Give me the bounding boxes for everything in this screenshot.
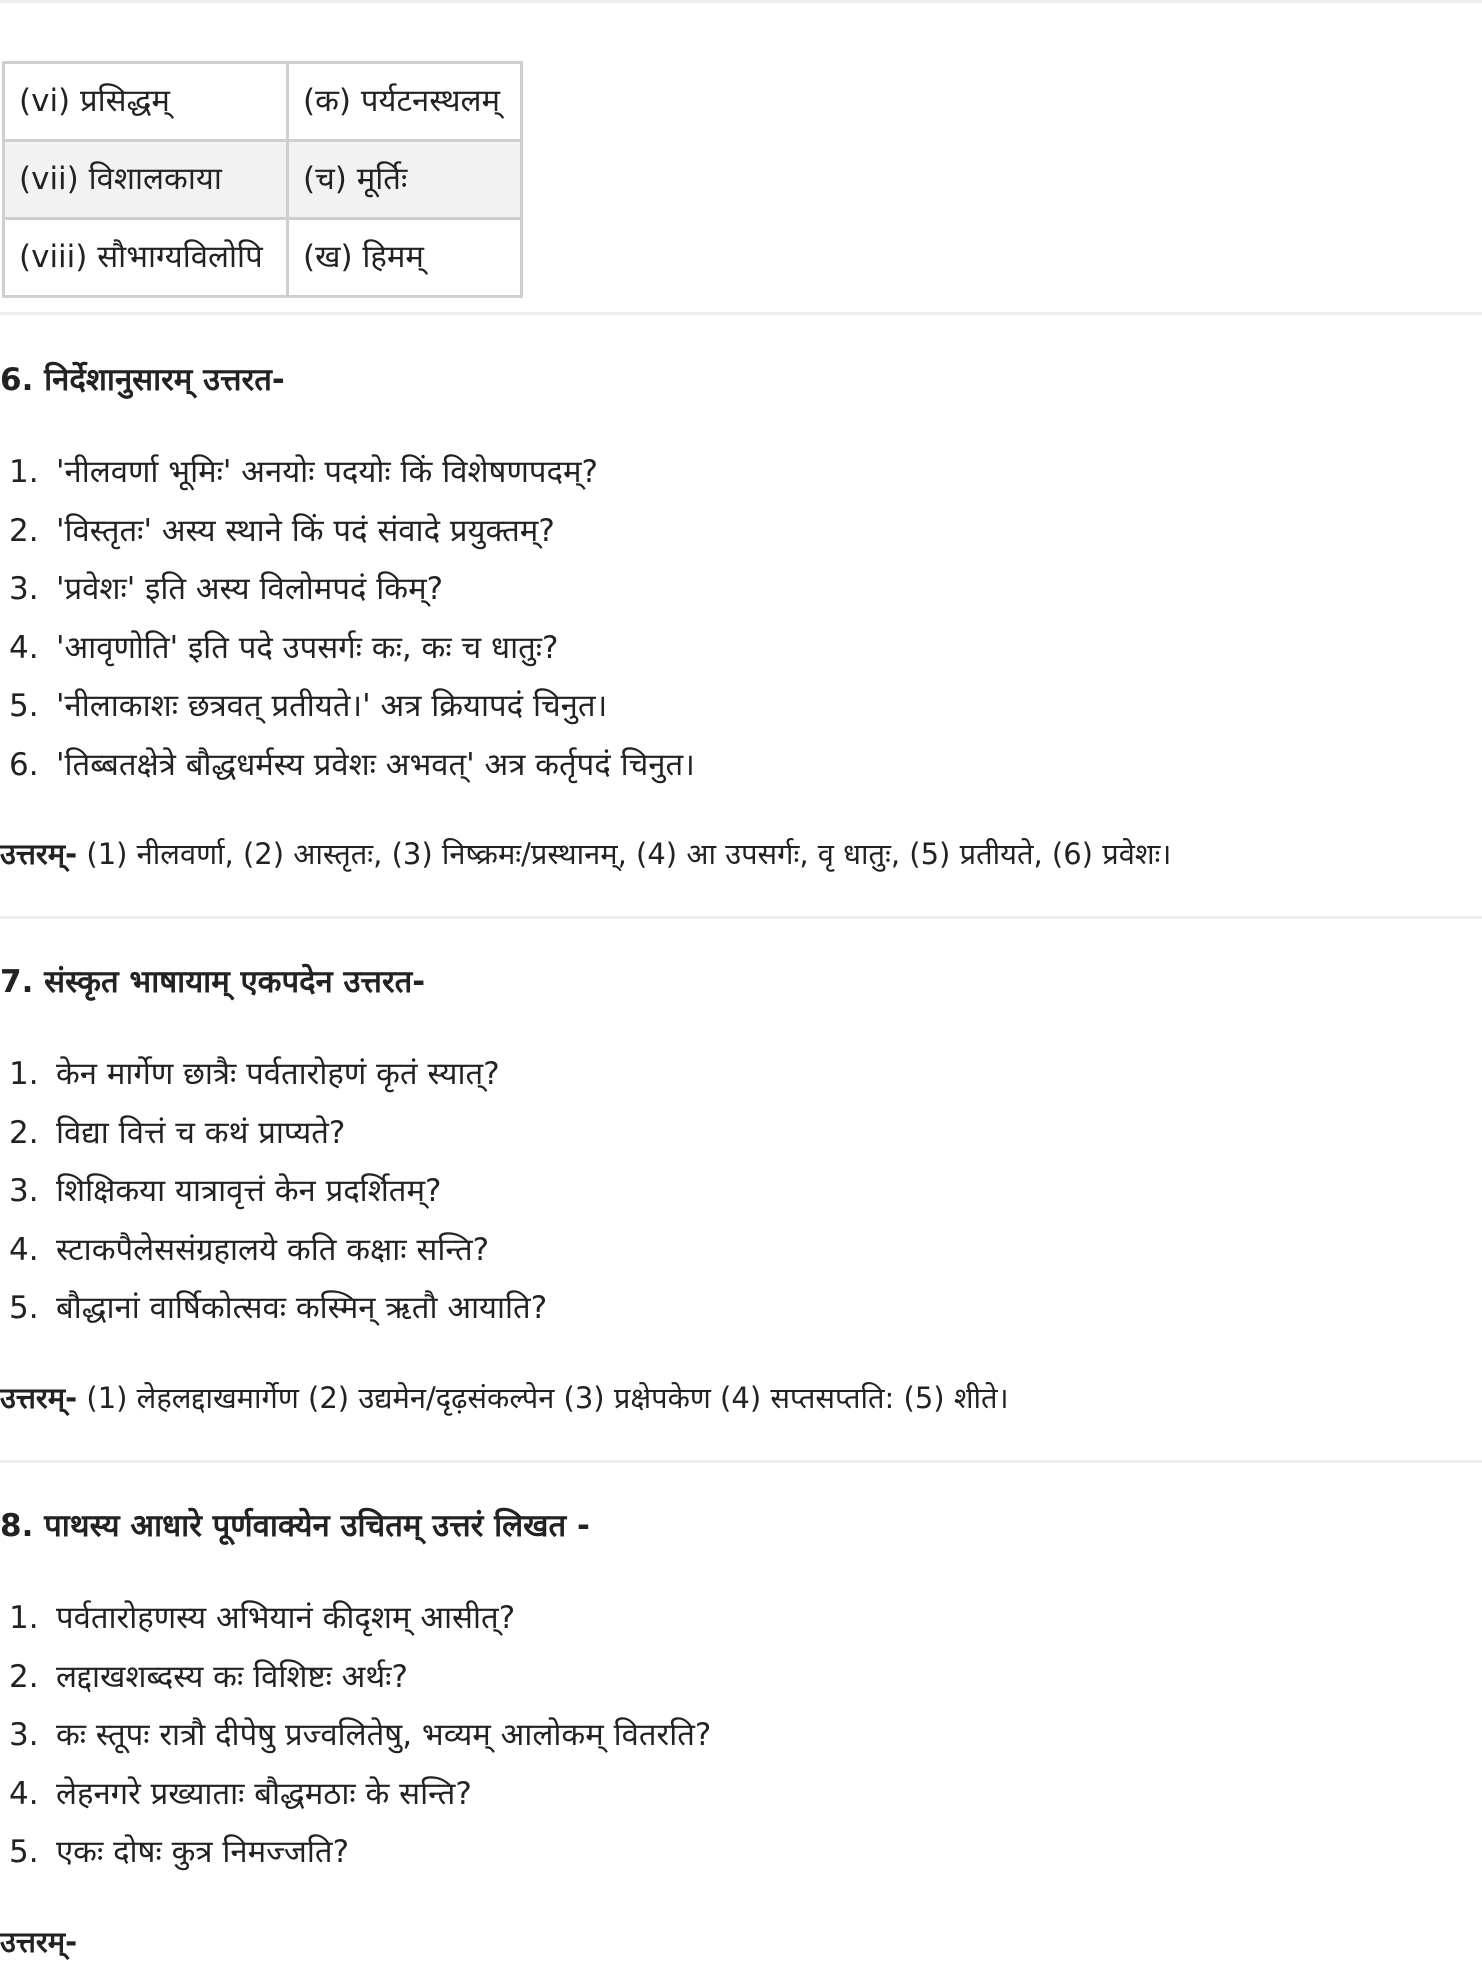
match-table bbox=[2, 61, 523, 298]
item-text: पर्वतारोहणस्य अभियानं कीदृशम् आसीत्? bbox=[56, 1600, 516, 1636]
item-number: 5. bbox=[9, 688, 39, 724]
answer-label: उत्तरम्- bbox=[0, 1925, 78, 1959]
item-text: शिक्षिकया यात्रावृत्तं केन प्रदर्शितम्? bbox=[56, 1173, 442, 1209]
item-text: लेहनगरे प्रख्याताः बौद्धमठाः के सन्ति? bbox=[56, 1775, 472, 1812]
match-right-cell: (ख) हिमम् bbox=[288, 219, 522, 297]
match-right-cell: (क) पर्यटनस्थलम् bbox=[288, 63, 522, 141]
section-divider bbox=[0, 1460, 1482, 1463]
item-text: 'नीलाकाशः छत्रवत् प्रतीयते।' अत्र क्रियापदं चिनुत। bbox=[56, 688, 608, 724]
item-number: 3. bbox=[9, 1173, 39, 1209]
item-number: 5. bbox=[9, 1290, 39, 1326]
item-text: केन मार्गेण छात्रैः पर्वतारोहणं कृतं स्यात्? bbox=[56, 1056, 500, 1092]
match-left-cell: (vi) प्रसिद्धम् bbox=[4, 63, 288, 141]
item-number: 2. bbox=[9, 1114, 39, 1151]
item-text: एकः दोषः कुत्र निमज्जति? bbox=[56, 1834, 350, 1870]
answer-text: (1) लेहलद्दाखमार्गेण (2) उद्यमेन/दृढ़संकल्पेन (3) प्रक्षेपकेण (4) सप्तसप्तति: (5) शीते। bbox=[77, 1381, 1009, 1415]
item-text: 'तिब्बतक्षेत्रे बौद्धधर्मस्य प्रवेशः अभवत्' अत्र कर्तृपदं चिनुत। bbox=[56, 746, 695, 783]
q6-answer bbox=[0, 834, 1171, 874]
item-number: 3. bbox=[9, 571, 39, 607]
item-number: 1. bbox=[9, 1056, 39, 1092]
q7-answer bbox=[0, 1378, 1009, 1418]
item-text: विद्या वित्तं च कथं प्राप्यते? bbox=[56, 1114, 346, 1151]
item-text: स्टाकपैलेससंग्रहालये कति कक्षाः सन्ति? bbox=[56, 1231, 490, 1268]
item-number: 2. bbox=[9, 1658, 39, 1695]
match-left-cell: (vii) विशालकाया bbox=[4, 141, 288, 219]
item-number: 5. bbox=[9, 1834, 39, 1870]
q8-answer bbox=[0, 1922, 77, 1962]
item-text: बौद्धानां वार्षिकोत्सवः कस्मिन् ऋतौ आयाति? bbox=[56, 1290, 548, 1326]
q8-heading: 8. पाथस्य आधारे पूर्णवाक्येन उचितम् उत्तरं लिखत - bbox=[0, 1508, 590, 1544]
item-number: 4. bbox=[9, 1775, 39, 1812]
q7-heading: 7. संस्कृत भाषायाम् एकपदेन उत्तरत- bbox=[0, 964, 426, 1000]
item-text: 'आवृणोति' इति पदे उपसर्गः कः, कः च धातुः? bbox=[56, 629, 559, 666]
item-text: 'प्रवेशः' इति अस्य विलोमपदं किम्? bbox=[56, 571, 444, 607]
answer-text: (1) नीलवर्णा, (2) आस्तृतः, (3) निष्क्रमः/प्रस्थानम्, (4) आ उपसर्गः, वृ धातुः, (5) प्रतीयते, (6) प्रवेशः। bbox=[77, 837, 1172, 871]
section-divider bbox=[0, 916, 1482, 919]
item-text: कः स्तूपः रात्रौ दीपेषु प्रज्वलितेषु, भव्यम् आलोकम् वितरति? bbox=[56, 1717, 712, 1753]
match-right-cell: (च) मूर्तिः bbox=[288, 141, 522, 219]
item-text: 'नीलवर्णा भूमिः' अनयोः पदयोः किं विशेषणपदम्? bbox=[56, 454, 598, 490]
table-row bbox=[4, 219, 522, 297]
top-divider bbox=[0, 0, 1482, 3]
match-left-cell: (viii) सौभाग्यविलोपि bbox=[4, 219, 288, 297]
item-number: 4. bbox=[9, 629, 39, 666]
item-number: 4. bbox=[9, 1231, 39, 1268]
section-divider bbox=[0, 312, 1482, 315]
answer-label: उत्तरम्- bbox=[0, 837, 78, 871]
item-text: 'विस्तृतः' अस्य स्थाने किं पदं संवादे प्रयुक्तम्? bbox=[56, 512, 555, 549]
item-number: 6. bbox=[9, 746, 39, 783]
answer-label: उत्तरम्- bbox=[0, 1381, 78, 1415]
item-number: 3. bbox=[9, 1717, 39, 1753]
item-number: 1. bbox=[9, 1600, 39, 1636]
item-number: 2. bbox=[9, 512, 39, 549]
table-row bbox=[4, 141, 522, 219]
item-text: लद्दाखशब्दस्य कः विशिष्टः अर्थः? bbox=[56, 1658, 408, 1695]
item-number: 1. bbox=[9, 454, 39, 490]
q6-heading: 6. निर्देशानुसारम् उत्तरत- bbox=[0, 362, 285, 398]
table-row bbox=[4, 63, 522, 141]
